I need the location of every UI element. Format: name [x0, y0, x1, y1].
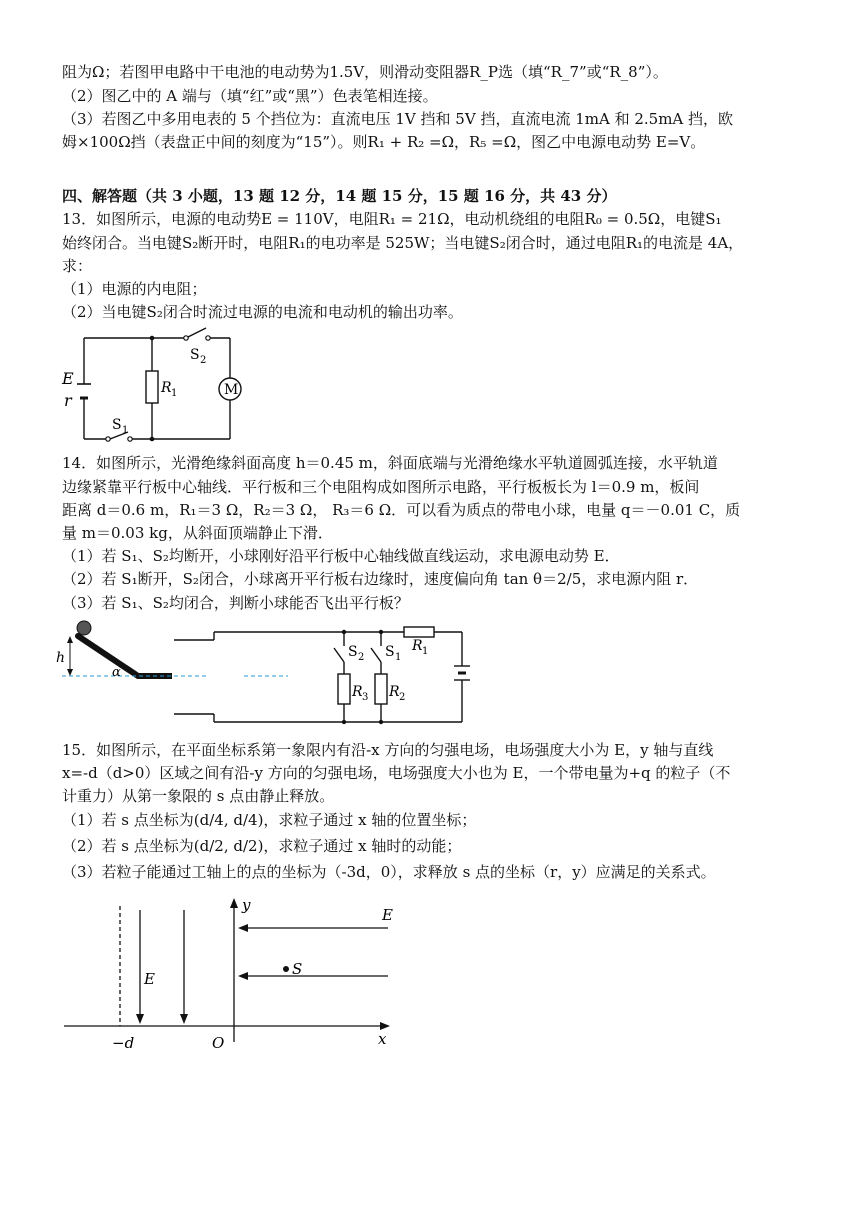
q15-line-1: 15．如图所示，在平面坐标系第一象限内有沿-x 方向的匀强电场，电场强度大小为 E，y 轴与直线	[62, 741, 714, 759]
section4-title: 四、解答题（共 3 小题，13 题 12 分，14 题 15 分，15 题 16 分，共 43 分）	[62, 187, 617, 205]
q15-line-5: （2）若 s 点坐标为(d/2, d/2)，求粒子通过 x 轴时的动能；	[62, 837, 462, 855]
q13-circuit-figure	[58, 326, 248, 451]
q15-label-y: y	[242, 896, 251, 914]
q15-label-O: O	[212, 1034, 225, 1052]
q13-label-S1: S	[112, 417, 122, 433]
sec3-line-2: （2）图乙中的 A 端与（填“红”或“黑”）色表笔相连接。	[62, 87, 438, 105]
q14-label-S2-sub: 2	[358, 652, 365, 663]
q13-label-R1-sub: 1	[171, 388, 178, 399]
q14-label-S1-sub: 1	[395, 652, 402, 663]
q14-line-1: 14．如图所示，光滑绝缘斜面高度 h＝0.45 m，斜面底端与光滑绝缘水平轨道圆弧连接，水平轨道	[62, 454, 718, 472]
q14-label-h: h	[56, 650, 66, 666]
q14-line-2: 边缘紧靠平行板中心轴线．平行板和三个电阻构成如图所示电路，平行板板长为 l＝0.9 m，板间	[62, 478, 700, 496]
q14-label-R3-sub: 3	[362, 692, 369, 703]
q14-label-alpha: α	[112, 665, 121, 680]
q14-line-6: （2）若 S₁断开，S₂闭合，小球离开平行板右边缘时，速度偏向角 tan θ＝2/5，求电源内阻 r．	[62, 570, 699, 588]
q14-label-R1: R	[412, 638, 423, 654]
q15-line-2: x=-d（d>0）区域之间有沿-y 方向的匀强电场，电场强度大小也为 E，一个带电量为+q 的粒子（不	[62, 764, 731, 782]
q13-label-r: r	[64, 391, 72, 410]
sec3-line-4: 姆×100Ω挡（表盘正中间的刻度为“15”）。则R₁ + R₂ =Ω，R₅ =Ω，图乙中电源电动势 E=V。	[62, 133, 706, 151]
q13-label-S2: S	[190, 347, 200, 363]
q15-field-figure	[58, 892, 408, 1062]
q14-line-7: （3）若 S₁、S₂均闭合，判断小球能否飞出平行板？	[62, 594, 409, 612]
q15-label-x: x	[378, 1030, 387, 1048]
q15-line-4: （1）若 s 点坐标为(d/4, d/4)，求粒子通过 x 轴的位置坐标；	[62, 811, 477, 829]
q13-line-2: 始终闭合。当电键S₂断开时，电阻R₁的电功率是 525W；当电键S₂闭合时，通过电阻R₁的电流是 4A，	[62, 234, 744, 252]
q13-line-3: 求：	[62, 257, 93, 275]
q14-label-R3: R	[352, 684, 363, 700]
q13-label-R1: R	[161, 380, 172, 396]
q15-line-6: （3）若粒子能通过工轴上的点的坐标为（-3d，0），求释放 s 点的坐标（r，y）应满足的关系式。	[62, 863, 716, 881]
q14-label-R1-sub: 1	[422, 646, 429, 657]
sec3-line-1: 阻为Ω；若图甲电路中干电池的电动势为1.5V，则滑动变阻器R_P选（填“R_7”或“R_8”）。	[62, 63, 668, 81]
q14-label-S1: S	[385, 644, 395, 660]
q14-line-5: （1）若 S₁、S₂均断开，小球刚好沿平行板中心轴线做直线运动，求电源电动势 E．	[62, 547, 620, 565]
q14-line-3: 距离 d＝0.6 m，R₁＝3 Ω，R₂＝3 Ω， R₃＝6 Ω．可以看为质点的带电小球，电量 q＝－0.01 C，质	[62, 501, 741, 519]
q13-label-E: E	[62, 369, 74, 388]
q14-label-S2: S	[348, 644, 358, 660]
q15-label-E-right: E	[382, 906, 393, 924]
q13-label-S2-sub: 2	[200, 355, 207, 366]
q14-label-R2-sub: 2	[399, 692, 406, 703]
q15-label-S: S	[292, 960, 303, 978]
q13-line-1: 13．如图所示，电源的电动势E = 110V，电阻R₁ = 21Ω，电动机绕组的电阻R₀ = 0.5Ω，电键S₁	[62, 210, 722, 228]
q14-label-R2: R	[389, 684, 400, 700]
q13-line-4: （1）电源的内电阻；	[62, 280, 207, 298]
motor-icon: M	[224, 382, 239, 398]
q15-label-neg-d: −d	[112, 1034, 135, 1052]
q13-label-S1-sub: 1	[122, 425, 129, 436]
q14-circuit-figure	[58, 618, 478, 733]
q13-line-5: （2）当电键S₂闭合时流过电源的电流和电动机的输出功率。	[62, 303, 463, 321]
q14-line-4: 量 m＝0.03 kg，从斜面顶端静止下滑．	[62, 524, 333, 542]
sec3-line-3: （3）若图乙中多用电表的 5 个挡位为：直流电压 1V 挡和 5V 挡，直流电流 1mA 和 2.5mA 挡，欧	[62, 110, 734, 128]
q15-line-3: 计重力）从第一象限的 s 点由静止释放。	[62, 787, 335, 805]
q15-label-E-left: E	[144, 970, 155, 988]
